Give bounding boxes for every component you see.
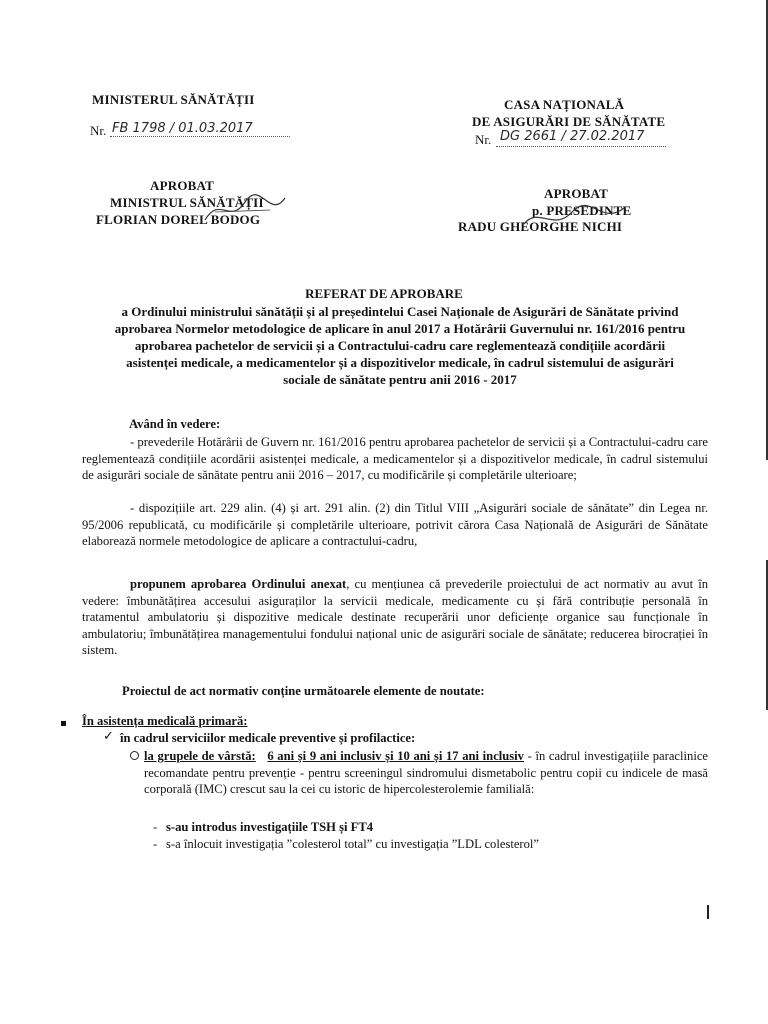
cnas-name-line2: DE ASIGURĂRI DE SĂNĂTATE xyxy=(472,114,666,129)
cnas-name-line1: CASA NAȚIONALĂ xyxy=(504,97,625,112)
dash-icon-2: - xyxy=(153,837,158,851)
title-line-5: sociale de sănătate pentru anii 2016 - 2017 xyxy=(283,372,517,387)
minister-signature xyxy=(200,190,290,230)
age-group-label: la grupele de vârstă: xyxy=(144,749,256,763)
item-tsh-ft4: s-au introdus investigațiile TSH și FT4 xyxy=(166,820,374,834)
ministry-nr-prefix: Nr. xyxy=(90,123,107,138)
age-group-text: - în cadrul investigațiile paraclinice recomandate pentru prevenție - pentru screeningul sindromului dismetabolic pentru copii cu indicele de masă corporală (IMC) crescut sau la cei cu istoric de hipercolesterolemie familială: xyxy=(144,749,708,796)
intro-label: Având în vedere: xyxy=(129,417,221,431)
scan-mark xyxy=(707,905,709,919)
proposal-bold: propunem aprobarea Ordinului anexat xyxy=(130,577,347,591)
cnas-nr-handwritten: DG 2661 / 27.02.2017 xyxy=(500,129,645,144)
bullet-square xyxy=(61,721,66,726)
right-approved-label: APROBAT xyxy=(544,186,608,201)
paragraph-law-text: - dispozițiile art. 229 alin. (4) și art. 291 alin. (2) din Titlul VIII „Asigurări sociale de sănătate” din Legea nr. 95/2006 republicată, cu modificările și completările ulterioare, potrivit cărora Casa Națională de Asigurări de Sănătate elaborează normele metodologice de aplicare a contractului-cadru, xyxy=(82,501,708,548)
title-line-4: asistenței medicale, a medicamentelor și a dispozitivelor medicale, în cadrul sistemului de asigurări xyxy=(126,355,674,370)
circle-bullet-icon xyxy=(130,751,139,760)
minister-role: MINISTRUL SĂNĂTĂȚII xyxy=(110,195,264,210)
age-ranges: 6 ani și 9 ani inclusiv și 10 ani și 17 ani inclusiv xyxy=(267,749,524,763)
title-line-2: aprobarea Normelor metodologice de aplicare în anul 2017 a Hotărârii Guvernului nr. 161/2016 pentru xyxy=(114,321,686,336)
minister-name: FLORIAN DOREL BODOG xyxy=(96,212,261,227)
dash-icon: - xyxy=(153,820,158,834)
proposal-text: , cu mențiunea că prevederile proiectului de act normativ au avut în vedere: îmbunătățirea accesului asiguraților la servicii medicale, medicamente cu și fără contribuție personală în tratamentul ambulatoriu și dispozitive medicale destinate recuperării unor deficiențe organice sau funcționale în ambulatoriu; îmbunătățirea managementului fondului național unic de asigurări sociale de sănătate; reducerea birocrației în sistem. xyxy=(82,577,708,657)
item-ldl-cholesterol: s-a înlocuit investigația ”colesterol total” cu investigația ”LDL colesterol” xyxy=(166,837,540,851)
paragraph-hg xyxy=(82,434,708,484)
document-heading: REFERAT DE APROBARE xyxy=(305,286,463,301)
section-primary-care: În asistența medicală primară: xyxy=(82,714,248,728)
ministry-nr-dotted-line xyxy=(110,136,290,137)
cnas-nr-dotted-line xyxy=(496,146,666,147)
elements-heading: Proiectul de act normativ conține următoarele elemente de noutate: xyxy=(122,684,485,698)
paragraph-proposal xyxy=(82,576,708,659)
checkmark-icon: ✓ xyxy=(103,728,114,743)
ministry-nr-handwritten: FB 1798 / 01.03.2017 xyxy=(112,121,253,136)
subsection-preventive: în cadrul serviciilor medicale preventive și profilactice: xyxy=(120,731,416,745)
ministry-name: MINISTERUL SĂNĂTĂȚII xyxy=(92,92,255,107)
cnas-nr-prefix: Nr. xyxy=(475,132,492,147)
title-line-3: aprobarea pachetelor de servicii și a Contractului-cadru care reglementează condițiile acordării xyxy=(134,338,666,353)
paragraph-law xyxy=(82,500,708,550)
president-signature xyxy=(520,198,630,238)
title-line-1: a Ordinului ministrului sănătății și al președintelui Casei Naționale de Asigurări de Sănătate privind xyxy=(121,304,679,319)
age-group-paragraph xyxy=(144,748,708,798)
president-name: RADU GHEORGHE NICHI xyxy=(458,219,623,234)
paragraph-hg-text: - prevederile Hotărârii de Guvern nr. 161/2016 pentru aprobarea pachetelor de servicii și a Contractului-cadru care reglementează condițiile acordării asistenței medicale, a medicamentelor și a dispozitivelor medicale, în cadrul sistemului de asigurări sociale de sănătate pentru anii 2016 – 2017, cu modificările și completările ulterioare; xyxy=(82,435,708,482)
president-role: p. PRESEDINTE xyxy=(532,203,632,218)
left-approved-label: APROBAT xyxy=(150,178,214,193)
